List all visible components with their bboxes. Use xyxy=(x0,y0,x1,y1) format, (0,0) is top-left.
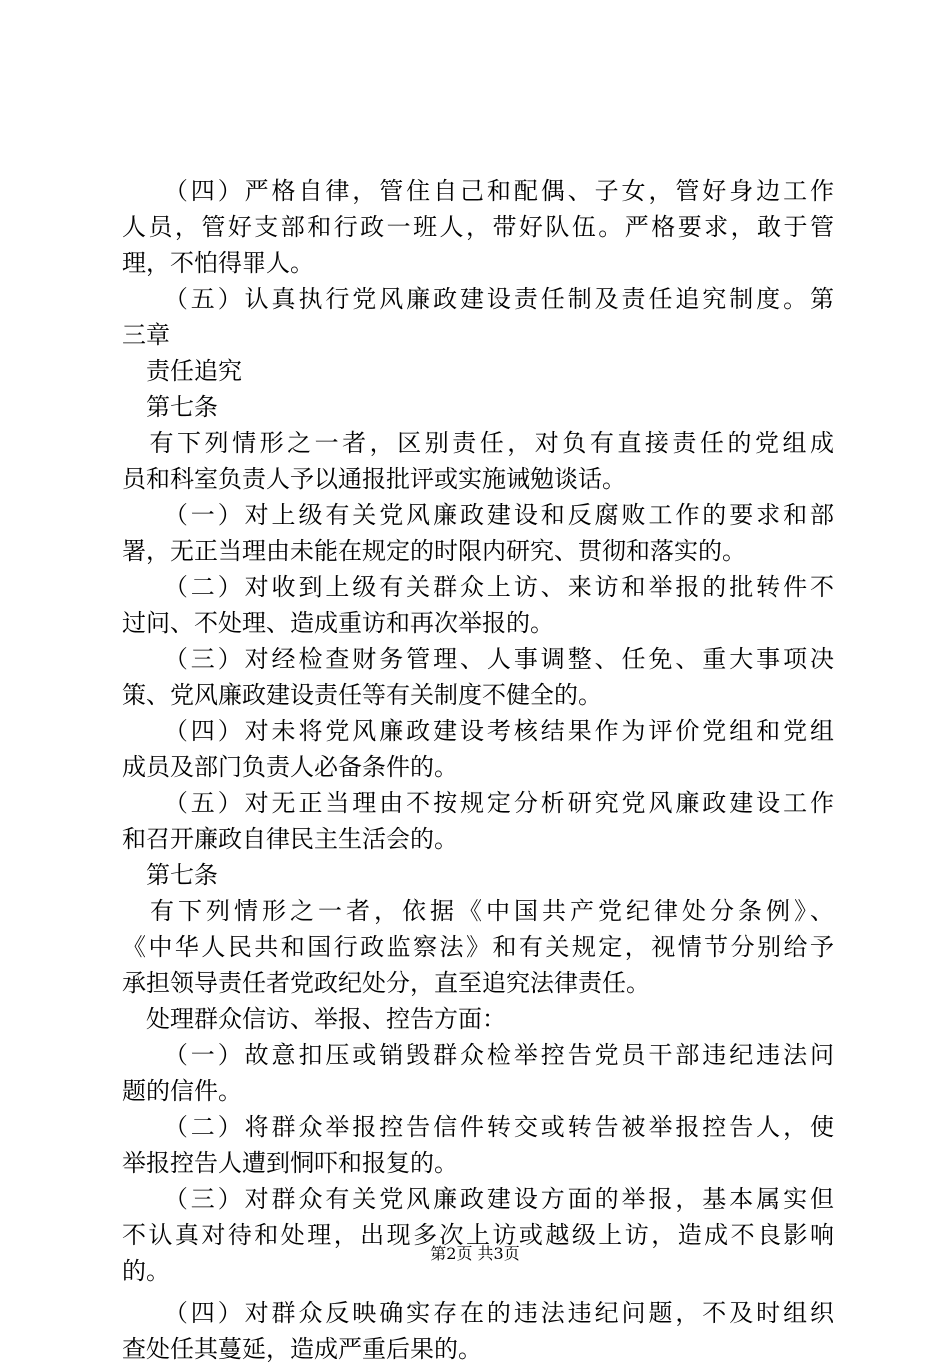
text-line: 人员，管好支部和行政一班人，带好队伍。严格要求，敢于管 xyxy=(122,213,834,241)
text-line: （四）严格自律，管住自己和配偶、子女，管好身边工作 xyxy=(122,177,834,205)
text-line: （四）对未将党风廉政建设考核结果作为评价党组和党组 xyxy=(122,717,834,745)
text-line: 责任追究 xyxy=(122,357,242,385)
text-line: 成员及部门负责人必备条件的。 xyxy=(122,753,458,781)
text-line: （一）故意扣压或销毁群众检举控告党员干部违纪违法问 xyxy=(122,1041,834,1069)
text-line: （五）对无正当理由不按规定分析研究党风廉政建设工作 xyxy=(122,789,834,817)
text-line: （三）对经检查财务管理、人事调整、任免、重大事项决 xyxy=(122,645,834,673)
text-line: 承担领导责任者党政纪处分，直至追究法律责任。 xyxy=(122,969,650,997)
text-line: 过问、不处理、造成重访和再次举报的。 xyxy=(122,609,554,637)
document-body xyxy=(122,173,834,1367)
text-line: 《中华人民共和国行政监察法》和有关规定，视情节分别给予 xyxy=(122,933,834,961)
text-line: 有下列情形之一者，区别责任，对负有直接责任的党组成 xyxy=(122,429,834,457)
text-line: 查处任其蔓延，造成严重后果的。 xyxy=(122,1335,482,1363)
text-line: 和召开廉政自律民主生活会的。 xyxy=(122,825,458,853)
text-line: 署，无正当理由未能在规定的时限内研究、贯彻和落实的。 xyxy=(122,537,746,565)
text-line: 处理群众信访、举报、控告方面： xyxy=(122,1005,506,1033)
text-line: 题的信件。 xyxy=(122,1077,242,1105)
text-line: 有下列情形之一者，依据《中国共产党纪律处分条例》、 xyxy=(122,897,834,925)
text-line: （三）对群众有关党风廉政建设方面的举报，基本属实但 xyxy=(122,1185,834,1213)
text-line: 第七条 xyxy=(122,861,218,889)
text-line: 策、党风廉政建设责任等有关制度不健全的。 xyxy=(122,681,602,709)
page-footer: 第2页 共3页 xyxy=(430,1244,520,1263)
text-line: 三章 xyxy=(122,321,170,349)
text-line: 不认真对待和处理，出现多次上访或越级上访，造成不良影响 xyxy=(122,1221,834,1249)
text-line: （二）将群众举报控告信件转交或转告被举报控告人，使 xyxy=(122,1113,834,1141)
text-line: （五）认真执行党风廉政建设责任制及责任追究制度。第 xyxy=(122,285,834,313)
text-line: 第七条 xyxy=(122,393,218,421)
text-line: （二）对收到上级有关群众上访、来访和举报的批转件不 xyxy=(122,573,834,601)
text-line: （一）对上级有关党风廉政建设和反腐败工作的要求和部 xyxy=(122,501,834,529)
text-line: 员和科室负责人予以通报批评或实施诫勉谈话。 xyxy=(122,465,626,493)
text-line: （四）对群众反映确实存在的违法违纪问题，不及时组织 xyxy=(122,1299,834,1327)
text-line: 的。 xyxy=(122,1257,170,1285)
text-line: 理，不怕得罪人。 xyxy=(122,249,314,277)
text-line: 举报控告人遭到恫吓和报复的。 xyxy=(122,1149,458,1177)
